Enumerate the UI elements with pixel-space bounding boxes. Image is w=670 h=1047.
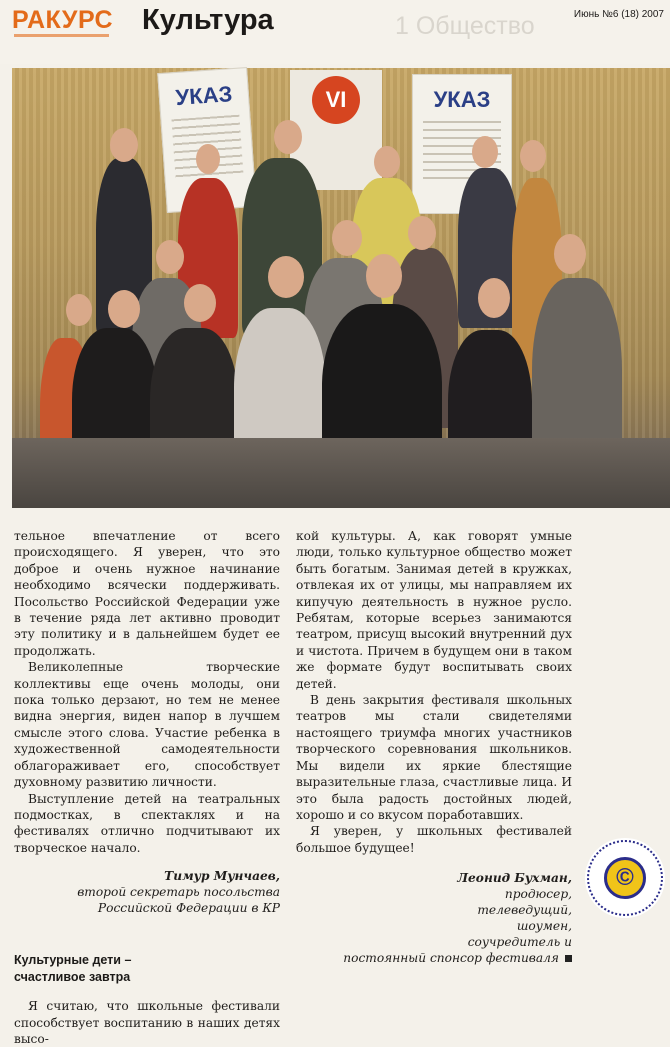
author-role: второй секретарь посольства [77, 885, 280, 900]
author-signature [296, 870, 572, 966]
article-column-left [14, 528, 280, 1047]
author-signature [14, 868, 280, 916]
subsection-heading: Культурные дети – счастливое завтра [14, 953, 132, 985]
person-head [366, 254, 402, 298]
author-role: Российской Федерации в КР [97, 901, 280, 916]
person-head [268, 256, 304, 298]
photo-floor [12, 438, 670, 508]
banner-right-title: УКАЗ [433, 87, 491, 112]
bleedthrough-text: 1 Общество [395, 12, 535, 40]
person-head [110, 128, 138, 162]
article-column-right [296, 528, 572, 966]
person-head [408, 216, 436, 250]
group-photo [12, 68, 670, 508]
festival-emblem: VI [312, 76, 360, 124]
magazine-logo: РАКУРС [12, 6, 114, 34]
issue-label: Июнь №6 (18) 2007 [573, 9, 664, 20]
person-head [108, 290, 140, 328]
author-role: телеведущий, [477, 903, 572, 918]
banner-left-title: УКАЗ [174, 81, 234, 111]
paragraph: тельное впечатление от всего происходящего. Я уверен, что это доброе и очень нужное начинание необходимо всячески поддерживать. Посольство Российской Федерации уже в течение ряда лет активно проводит эту политику и в дальнейшем будет ее продолжать. [14, 529, 280, 658]
author-name: Леонид Бухман, [457, 871, 572, 886]
site-watermark-stamp [585, 838, 665, 918]
person-head [520, 140, 546, 172]
logo-underline [14, 34, 109, 37]
author-role: шоумен, [516, 919, 572, 934]
paragraph: В день закрытия фестиваля школьных театров мы стали свидетелями настоящего триумфа многих участников творческого соревнования школьников. Мы видели их яркие блестящие выразительные глаза, счастливые лица. И это была радость достойных людей, хорошо и со вкусом поработавших. [296, 693, 572, 822]
author-role: постоянный спонсор фестиваля [296, 950, 572, 966]
person-head [472, 136, 498, 168]
section-title: Культура [142, 4, 274, 36]
person-head [374, 146, 400, 178]
person-head [66, 294, 92, 326]
paragraph: Я считаю, что школьные фестивали способствует воспитанию в наших детях высо- [14, 999, 280, 1046]
paragraph: Я уверен, у школьных фестивалей большое будущее! [296, 824, 572, 855]
copyright-icon: © [604, 857, 646, 899]
person-head [196, 144, 220, 174]
author-role: соучредитель и [467, 935, 572, 950]
person-head [332, 220, 362, 256]
paragraph: Выступление детей на театральных подмостках, в спектаклях и на фестивалях отлично подчитывают их творческое начало. [14, 791, 280, 855]
person-head [184, 284, 216, 322]
author-name: Тимур Мунчаев, [164, 869, 280, 884]
end-mark [565, 955, 572, 962]
person-head [554, 234, 586, 274]
person-head [156, 240, 184, 274]
page-header [0, 0, 670, 64]
author-role: продюсер, [504, 887, 572, 902]
paragraph: Великолепные творческие коллективы еще очень молоды, они пока только дерзают, но тем не менее видна энергия, виден напор в лучшем смысле этого слова. Участие ребенка в художественной самодеятельности облагораживает его, способствует духовному развитию личности. [14, 660, 280, 790]
paragraph: кой культуры. А, как говорят умные люди, только культурное общество может быть богатым. Занимая детей в кружках, отвлекая их от улицы, мы направляем их кипучую деятельность в нужное русло. Ребятам, которые всерьез занимаются театром, присущ высокий внутренний дух и чистота. Причем в будущем они в таком же формате будут воспитывать своих детей. [296, 529, 572, 691]
person-head [274, 120, 302, 154]
person-head [478, 278, 510, 318]
